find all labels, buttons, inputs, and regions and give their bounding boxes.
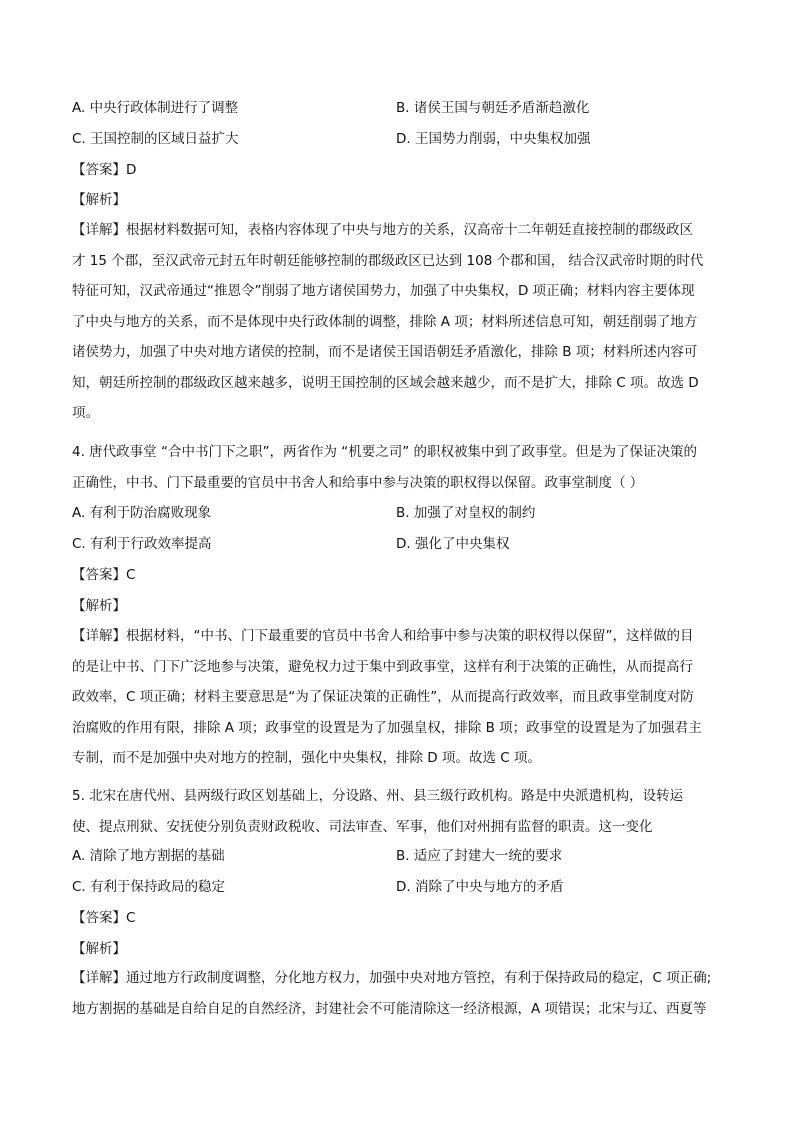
q5-option-a: A. 清除了地方割据的基础 [72, 848, 225, 864]
q4-stem [72, 437, 728, 498]
q4-option-d: D. 强化了中央集权 [396, 536, 510, 552]
q3-detail-line: 才 15 个郡，至汉武帝元封五年时朝廷能够控制的郡级政区已达到 108 个郡和国， 结合汉武帝时期的时代 [72, 252, 704, 269]
q5-answer: 【答案】C [72, 910, 136, 926]
q3-option-c: C. 王国控制的区域日益扩大 [72, 131, 239, 147]
q3-detail [72, 215, 728, 429]
q5-analysis-label: 【解析】 [72, 941, 126, 957]
q4-detail [72, 621, 728, 774]
q4-option-a: A. 有利于防治腐败现象 [72, 505, 212, 521]
q3-detail-line: 特征可知，汉武帝通过“推恩令”削弱了地方诸侯国势力，加强了中央集权，D 项正确；材料内容主要体现 [72, 283, 695, 299]
q4-stem-line: 4. 唐代政事堂 “合中书门下之职”，两省作为 “机要之司” 的职权被集中到了政事堂。但是为了保证决策的 [72, 444, 698, 460]
q4-option-c: C. 有利于行政效率提高 [72, 536, 212, 552]
q4-stem-line: 正确性，中书、门下最重要的官员中书舍人和给事中参与决策的职权得以保留。政事堂制度（ ） [72, 474, 644, 491]
q4-detail-line: 【详解】根据材料，“中书、门下最重要的官员中书舍人和给事中参与决策的职权得以保留”，这样做的目 [72, 628, 694, 644]
q3-detail-line: 知，朝廷所控制的郡级政区越来越多，说明王国控制的区域会越来越少，而不是扩大，排除 C 项。故选 D [72, 374, 699, 391]
q3-analysis-label: 【解析】 [72, 192, 126, 208]
q3-detail-line: 【详解】根据材料数据可知，表格内容体现了中央与地方的关系，汉高帝十二年朝廷直接控制的郡级政区 [72, 222, 693, 238]
q3-option-b: B. 诸侯王国与朝廷矛盾渐趋激化 [396, 100, 590, 116]
q3-detail-line: 项。 [72, 405, 99, 421]
q5-option-b: B. 适应了封建大一统的要求 [396, 848, 563, 864]
q4-detail-line: 的是让中书、门下广泛地参与决策，避免权力过于集中到政事堂，这样有利于决策的正确性，从而提高行 [72, 658, 693, 675]
q4-detail-line: 治腐败的作用有限，排除 A 项；政事堂的设置是为了加强皇权，排除 B 项；政事堂的设置是为了加强君主 [72, 719, 702, 736]
q5-stem-line: 使、提点刑狱、安抚使分别负责财政税收、司法审查、军事，他们对州拥有监督的职责。这一变化 [72, 818, 653, 835]
q3-detail-line: 了中央与地方的关系，而不是体现中央行政体制的调整，排除 A 项；材料所述信息可知，朝廷削弱了地方 [72, 313, 698, 330]
q4-answer: 【答案】C [72, 567, 136, 583]
q4-detail-line: 专制，而不是加强中央对地方的控制，强化中央集权，排除 D 项。故选 C 项。 [72, 750, 541, 766]
q5-stem [72, 781, 728, 842]
q5-detail [72, 963, 728, 1024]
q4-analysis-label: 【解析】 [72, 598, 126, 614]
q5-detail-line: 地方割据的基础是自给自足的自然经济，封建社会不可能清除这一经济根源，A 项错误；北宋与辽、西夏等 [72, 1000, 707, 1017]
q3-option-a: A. 中央行政体制进行了调整 [72, 100, 239, 116]
q5-option-c: C. 有利于保持政局的稳定 [72, 879, 226, 895]
q4-option-b: B. 加强了对皇权的制约 [396, 505, 536, 521]
q5-option-d: D. 消除了中央与地方的矛盾 [396, 879, 564, 895]
q5-detail-line: 【详解】通过地方行政制度调整，分化地方权力，加强中央对地方管控，有利于保持政局的稳定，C 项正确; [72, 970, 712, 986]
q5-stem-line: 5. 北宋在唐代州、县两级行政区划基础上，分设路、州、县三级行政机构。路是中央派遣机构，设转运 [72, 788, 684, 804]
q4-detail-line: 政效率，C 项正确；材料主要意思是“为了保证决策的正确性”，从而提高行政效率，而且政事堂制度对防 [72, 689, 694, 705]
q3-option-d: D. 王国势力削弱，中央集权加强 [396, 131, 591, 147]
q3-answer: 【答案】D [72, 162, 137, 178]
q3-detail-line: 诸侯势力，加强了中央对地方诸侯的控制，而不是诸侯王国语朝廷矛盾激化，排除 B 项；材料所述内容可 [72, 344, 698, 360]
